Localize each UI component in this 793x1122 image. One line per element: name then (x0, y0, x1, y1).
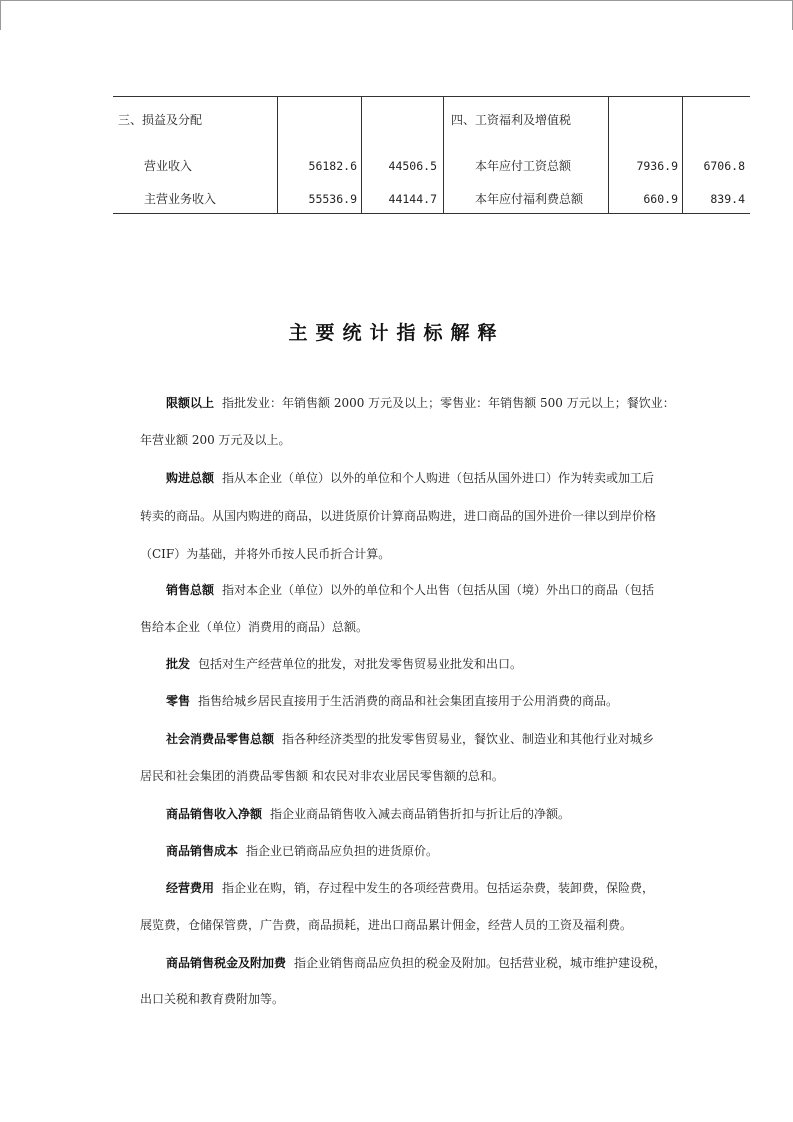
row-label-left: 营业收入 (144, 159, 193, 173)
page-heading: 主要统计指标解释 (288, 322, 505, 344)
definition-first-line (166, 806, 570, 822)
table-top-rule (113, 96, 750, 97)
definition-term: 限额以上 (166, 396, 215, 410)
definition-text: 展览费，仓储保管费，广告费，商品损耗，进出口商品累计佣金，经营人员的工资及福利费。 (140, 918, 633, 932)
page-frame-top (0, 0, 793, 1)
table-cell-value: 6706.8 (703, 159, 745, 173)
row-label-right: 本年应付工资总额 (475, 159, 572, 173)
definition-text: 指企业已销商品应负担的进货原价。 (246, 844, 439, 858)
table-cell-value: 44144.7 (388, 192, 437, 206)
definition-term: 购进总额 (166, 471, 215, 485)
definition-first-line (166, 395, 675, 411)
definition-first-line (166, 470, 654, 486)
table-bottom-rule (113, 213, 750, 214)
definition-text: 指企业商品销售收入减去商品销售折扣与折让后的净额。 (270, 807, 571, 821)
definition-text: 指各种经济类型的批发零售贸易业，餐饮业、制造业和其他行业对城乡 (282, 732, 655, 746)
definition-first-line (166, 693, 618, 709)
table-cell-value: 44506.5 (388, 159, 437, 173)
definition-text: 指从本企业（单位）以外的单位和个人购进（包括从国外进口）作为转卖或加工后 (222, 471, 655, 485)
table-column-divider (443, 96, 444, 214)
table-cell-value: 56182.6 (308, 159, 357, 173)
definition-term: 商品销售税金及附加费 (166, 956, 287, 970)
definition-text: 转卖的商品。从国内购进的商品，以进货原价计算商品购进，进口商品的国外进价一律以到岸价格 (140, 509, 657, 523)
definition-text: 售给本企业（单位）消费用的商品）总额。 (140, 620, 369, 634)
table-cell-value: 55536.9 (308, 192, 357, 206)
definition-term: 商品销售收入净额 (166, 807, 263, 821)
row-label-right: 本年应付福利费总额 (475, 192, 584, 206)
table-cell-value: 660.9 (643, 192, 678, 206)
definition-text: （CIF）为基础，并将外币按人民币折合计算。 (140, 547, 391, 561)
definition-term: 商品销售成本 (166, 844, 239, 858)
table-cell-value: 839.4 (710, 192, 745, 206)
definition-text: 出口关税和教育费附加等。 (140, 992, 285, 1006)
definition-term: 批发 (166, 657, 191, 671)
row-label-left: 主营业务收入 (144, 192, 217, 206)
definition-text: 指批发业：年销售额 2000 万元及以上；零售业：年销售额 500 万元以上；餐饮业： (222, 396, 675, 410)
statistics-table (113, 96, 750, 214)
definition-term: 零售 (166, 694, 191, 708)
definition-text: 年营业额 200 万元及以上。 (140, 433, 291, 447)
definition-first-line (166, 656, 522, 672)
definition-text: 居民和社会集团的消费品零售额 和农民对非农业居民零售额的总和。 (140, 769, 504, 783)
section-title-right: 四、工资福利及增值税 (451, 113, 572, 127)
definition-first-line (166, 582, 654, 598)
definition-text: 指企业在购，销，存过程中发生的各项经营费用。包括运杂费，装卸费，保险费， (222, 881, 655, 895)
definition-term: 销售总额 (166, 583, 215, 597)
definition-first-line (166, 843, 438, 859)
definition-text: 指企业销售商品应负担的税金及附加。包括营业税，城市维护建设税， (294, 956, 667, 970)
table-cell-value: 7936.9 (636, 159, 678, 173)
definition-term: 社会消费品零售总额 (166, 732, 275, 746)
definition-first-line (166, 880, 654, 896)
section-title-left: 三、损益及分配 (118, 113, 203, 127)
definition-term: 经营费用 (166, 881, 215, 895)
definition-first-line (166, 955, 666, 971)
definition-text: 指对本企业（单位）以外的单位和个人出售（包括从国（境）外出口的商品（包括 (222, 583, 655, 597)
definition-text: 包括对生产经营单位的批发，对批发零售贸易业批发和出口。 (198, 657, 523, 671)
definition-first-line (166, 731, 654, 747)
definition-text: 指售给城乡居民直接用于生活消费的商品和社会集团直接用于公用消费的商品。 (198, 694, 619, 708)
page-frame-left (0, 0, 1, 30)
